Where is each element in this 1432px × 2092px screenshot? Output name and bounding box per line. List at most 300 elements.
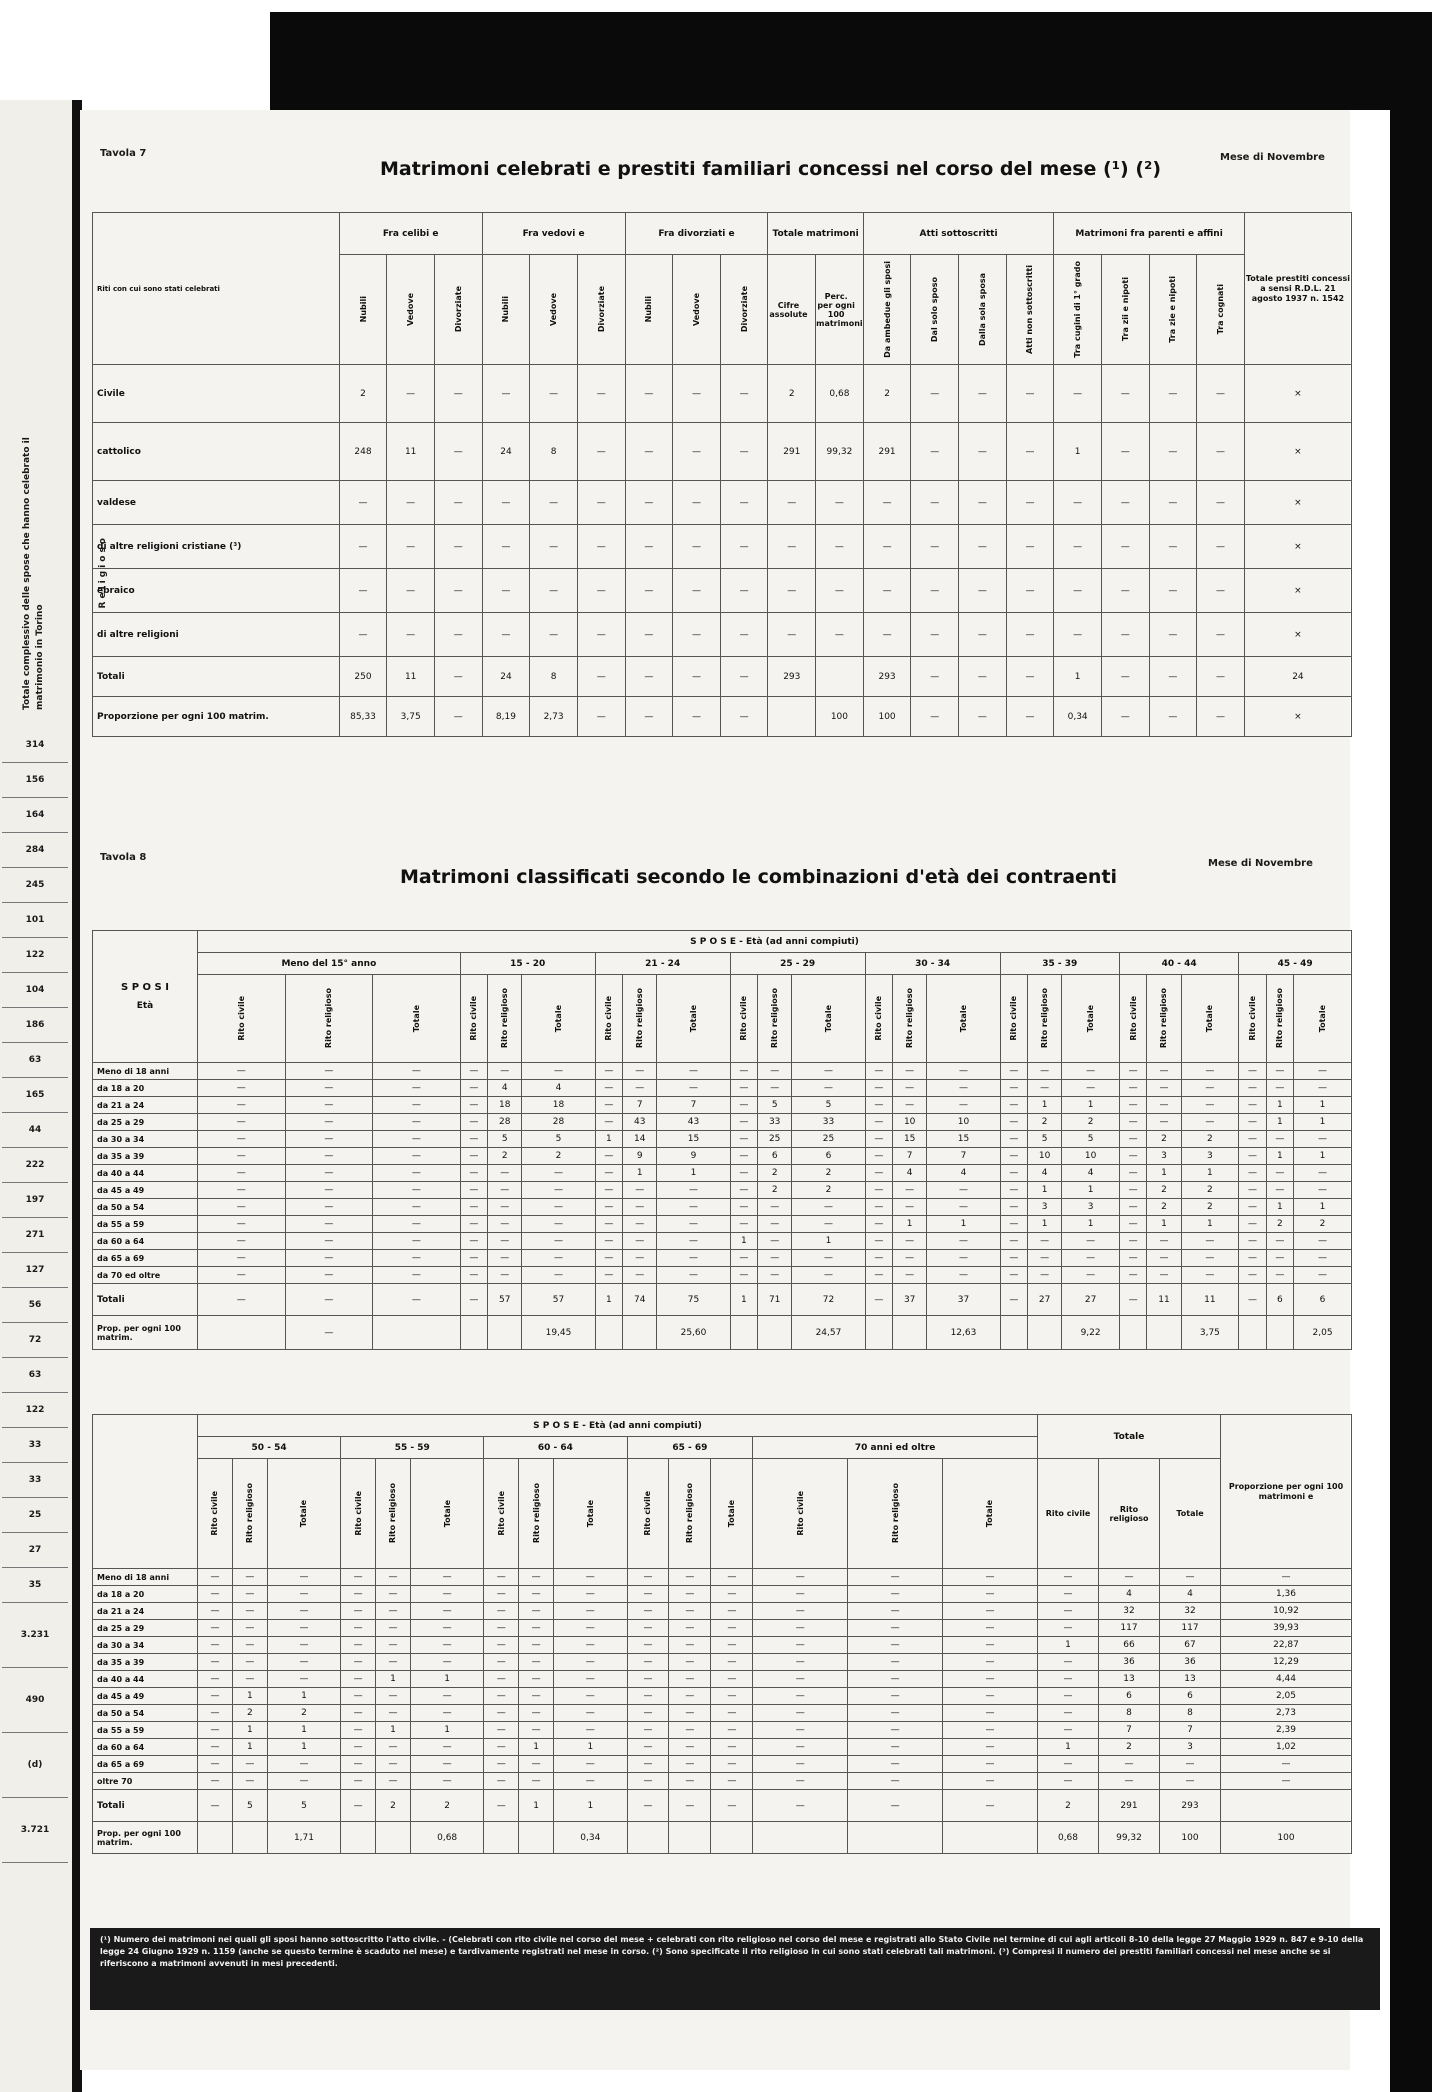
t8-sub-col bbox=[198, 975, 286, 1063]
t8-cell: — bbox=[893, 1250, 927, 1267]
t8-cell: — bbox=[730, 1080, 757, 1097]
left-column-value: 127 bbox=[2, 1253, 68, 1288]
t8-cell: — bbox=[865, 1267, 892, 1284]
t7-cell: — bbox=[577, 365, 625, 423]
left-column-value: 101 bbox=[2, 903, 68, 938]
t8-cell: — bbox=[1147, 1114, 1181, 1131]
t8-prop-cell bbox=[488, 1316, 522, 1350]
t8-totali-cell: 71 bbox=[758, 1284, 792, 1316]
t8-cell: — bbox=[488, 1063, 522, 1080]
t9-sub-col bbox=[669, 1459, 711, 1569]
t8-sub-col-label: Rito civile bbox=[1247, 996, 1257, 1041]
t7-cell: — bbox=[673, 569, 721, 613]
t8-cell: — bbox=[595, 1063, 622, 1080]
t8-cell: — bbox=[595, 1182, 622, 1199]
t9-cell: — bbox=[753, 1739, 848, 1756]
t9-cell: 4,44 bbox=[1221, 1671, 1352, 1688]
t8-cell: — bbox=[1266, 1063, 1293, 1080]
t7-sub-col bbox=[434, 255, 482, 365]
t7-sub-col bbox=[577, 255, 625, 365]
t8-cell: — bbox=[1119, 1165, 1146, 1182]
t8-cell: 5 bbox=[1062, 1131, 1120, 1148]
t8-sub-col-label: Totale bbox=[1205, 1004, 1215, 1033]
t9-cell: — bbox=[376, 1705, 411, 1722]
t7-cell: — bbox=[434, 525, 482, 569]
t9-cell: 66 bbox=[1099, 1637, 1160, 1654]
t8-sub-col-label: Rito civile bbox=[1128, 996, 1138, 1041]
t8-cell: 2 bbox=[1266, 1216, 1293, 1233]
t7-cell: — bbox=[911, 569, 959, 613]
t9-sub-col-label: Rito civile bbox=[795, 1491, 805, 1536]
t8-age-group: 15 - 20 bbox=[460, 953, 595, 975]
t7-cell: — bbox=[1101, 657, 1149, 697]
t8-cell: — bbox=[1239, 1199, 1266, 1216]
t9-cell: — bbox=[519, 1773, 554, 1790]
t8-cell: — bbox=[927, 1182, 1000, 1199]
t7-cell: — bbox=[1149, 569, 1197, 613]
t9-cell: 36 bbox=[1160, 1654, 1221, 1671]
t8-cell: — bbox=[285, 1199, 373, 1216]
t9-cell: — bbox=[410, 1773, 483, 1790]
table-row bbox=[93, 1182, 1352, 1199]
t8-cell: — bbox=[1239, 1148, 1266, 1165]
t7-group-vedovi bbox=[482, 213, 625, 255]
t7-cell: — bbox=[1149, 613, 1197, 657]
t8-cell: — bbox=[730, 1097, 757, 1114]
t8-cell: — bbox=[1028, 1267, 1062, 1284]
t7-atti-col-label: Dalla sola sposa bbox=[977, 272, 987, 347]
t9-cell: 13 bbox=[1160, 1671, 1221, 1688]
t9-cell: — bbox=[627, 1603, 669, 1620]
t8-cell: 9 bbox=[657, 1148, 730, 1165]
t8-cell: — bbox=[865, 1250, 892, 1267]
t8-cell: — bbox=[373, 1267, 461, 1284]
t7-cell: — bbox=[1054, 481, 1102, 525]
t9-cell: — bbox=[232, 1773, 267, 1790]
t9-cell: — bbox=[232, 1569, 267, 1586]
t7-cell: — bbox=[577, 569, 625, 613]
t8-cell: — bbox=[927, 1063, 1000, 1080]
t9-cell: — bbox=[198, 1637, 233, 1654]
t9-sub-col bbox=[232, 1459, 267, 1569]
t8-cell: — bbox=[198, 1131, 286, 1148]
t8-cell: 4 bbox=[1062, 1165, 1120, 1182]
t9-cell: — bbox=[711, 1705, 753, 1722]
t8-cell: 1 bbox=[1294, 1097, 1352, 1114]
t9-cell: — bbox=[848, 1569, 943, 1586]
t9-cell: — bbox=[410, 1620, 483, 1637]
t9-cell: — bbox=[410, 1739, 483, 1756]
t9-cell: 6 bbox=[1099, 1688, 1160, 1705]
t8-age-group: 40 - 44 bbox=[1119, 953, 1238, 975]
t9-totali-cell: 291 bbox=[1099, 1790, 1160, 1822]
t9-cell: — bbox=[848, 1654, 943, 1671]
t8-sub-col-label: Rito religioso bbox=[1159, 988, 1169, 1049]
t7-cell: 248 bbox=[339, 423, 387, 481]
t8-cell: — bbox=[1119, 1250, 1146, 1267]
t8-prop-cell bbox=[865, 1316, 892, 1350]
left-column-value: (d) bbox=[2, 1733, 68, 1798]
t8-prop-cell: 2,05 bbox=[1294, 1316, 1352, 1350]
t9-cell: 1 bbox=[410, 1671, 483, 1688]
t9-totali-cell: — bbox=[484, 1790, 519, 1822]
t8-cell: 18 bbox=[522, 1097, 595, 1114]
t8-sub-col-label: Rito religioso bbox=[770, 988, 780, 1049]
t9-cell: — bbox=[554, 1773, 627, 1790]
t7-cell: — bbox=[339, 481, 387, 525]
left-column-value: 197 bbox=[2, 1183, 68, 1218]
t9-cell: — bbox=[711, 1756, 753, 1773]
t7-cell: — bbox=[1101, 481, 1149, 525]
t9-row-label: da 25 a 29 bbox=[93, 1620, 198, 1637]
t8-cell: — bbox=[657, 1063, 730, 1080]
t8-cell: 1 bbox=[1266, 1199, 1293, 1216]
t9-cell: — bbox=[848, 1671, 943, 1688]
left-column-value: 122 bbox=[2, 938, 68, 973]
t8-sub-col-label: Totale bbox=[958, 1004, 968, 1033]
t9-cell: — bbox=[711, 1654, 753, 1671]
t7-cell: 8 bbox=[530, 423, 578, 481]
t9-cell: — bbox=[1038, 1654, 1099, 1671]
t8-cell: — bbox=[1062, 1250, 1120, 1267]
t9-cell: — bbox=[484, 1603, 519, 1620]
t9-cell: — bbox=[198, 1569, 233, 1586]
t8-cell: — bbox=[595, 1097, 622, 1114]
t9-cell: 117 bbox=[1099, 1620, 1160, 1637]
t9-cell: 13 bbox=[1099, 1671, 1160, 1688]
t9-cell: — bbox=[711, 1773, 753, 1790]
t9-cell: — bbox=[267, 1569, 340, 1586]
t8-cell: — bbox=[1000, 1063, 1027, 1080]
t8-cell: 5 bbox=[522, 1131, 595, 1148]
t7-cell: — bbox=[482, 365, 530, 423]
t8-cell: — bbox=[730, 1250, 757, 1267]
t8-cell: — bbox=[1239, 1233, 1266, 1250]
t8-totali-cell: 6 bbox=[1266, 1284, 1293, 1316]
t8-totali-cell: — bbox=[285, 1284, 373, 1316]
t8-cell: — bbox=[1000, 1165, 1027, 1182]
t9-totali-cell bbox=[1221, 1790, 1352, 1822]
t7-cell: — bbox=[1054, 569, 1102, 613]
t8-cell: 2 bbox=[1147, 1199, 1181, 1216]
t9-sub-col bbox=[627, 1459, 669, 1569]
t7-cell: — bbox=[1197, 657, 1245, 697]
t7-sub-col bbox=[625, 255, 673, 365]
t9-prop-cell: 100 bbox=[1160, 1822, 1221, 1854]
t9-cell: — bbox=[627, 1705, 669, 1722]
t9-cell: — bbox=[1038, 1620, 1099, 1637]
t9-cell: — bbox=[627, 1637, 669, 1654]
t8-totali-cell: 1 bbox=[595, 1284, 622, 1316]
t8-cell: 7 bbox=[893, 1148, 927, 1165]
scan-border-right bbox=[1390, 100, 1432, 2092]
t7-group-parenti-text: Matrimoni fra parenti e affini bbox=[1075, 228, 1223, 239]
t8-cell: — bbox=[373, 1080, 461, 1097]
t8-cell: — bbox=[1119, 1233, 1146, 1250]
t9-cell: 8 bbox=[1160, 1705, 1221, 1722]
t9-cell: 7 bbox=[1160, 1722, 1221, 1739]
t8-sub-col-label: Rito civile bbox=[1009, 996, 1019, 1041]
t8-cell: — bbox=[522, 1165, 595, 1182]
t8-cell: — bbox=[893, 1267, 927, 1284]
t9-cell: — bbox=[669, 1603, 711, 1620]
t8-cell: 7 bbox=[657, 1097, 730, 1114]
t8-sub-col bbox=[1147, 975, 1181, 1063]
t7-group-divorziati-text: Fra divorziati e bbox=[658, 228, 735, 239]
t8-totali-cell: — bbox=[198, 1284, 286, 1316]
t8-cell: — bbox=[488, 1165, 522, 1182]
t9-cell: — bbox=[341, 1603, 376, 1620]
t7-cell: — bbox=[1149, 525, 1197, 569]
t8-cell: — bbox=[522, 1233, 595, 1250]
table8-month: Mese di Novembre bbox=[1208, 858, 1313, 869]
t9-cell: — bbox=[232, 1637, 267, 1654]
t8-cell: — bbox=[595, 1114, 622, 1131]
t9-cell: 1 bbox=[232, 1688, 267, 1705]
t8-sub-col bbox=[1028, 975, 1062, 1063]
t9-totali-cell: — bbox=[198, 1790, 233, 1822]
t8-cell: 33 bbox=[758, 1114, 792, 1131]
t9-cell: — bbox=[669, 1756, 711, 1773]
t9-prop-cell: 0,68 bbox=[1038, 1822, 1099, 1854]
t8-cell: — bbox=[1294, 1233, 1352, 1250]
t9-prop-cell bbox=[232, 1822, 267, 1854]
t8-cell: — bbox=[1000, 1131, 1027, 1148]
t7-cell: — bbox=[1149, 423, 1197, 481]
t8-cell: 4 bbox=[1028, 1165, 1062, 1182]
t7-cell: — bbox=[625, 569, 673, 613]
t8-cell: — bbox=[198, 1114, 286, 1131]
t8-sub-col bbox=[1294, 975, 1352, 1063]
t9-cell: — bbox=[410, 1688, 483, 1705]
t9-row-label: oltre 70 bbox=[93, 1773, 198, 1790]
t7-cell: — bbox=[387, 481, 435, 525]
t7-atti-col bbox=[863, 255, 911, 365]
t8-cell: 4 bbox=[522, 1080, 595, 1097]
t8-cell: — bbox=[1147, 1250, 1181, 1267]
table7 bbox=[92, 212, 1352, 737]
t8-totali-label: Totali bbox=[93, 1284, 198, 1316]
t9-sub-col bbox=[519, 1459, 554, 1569]
t7-cell: — bbox=[387, 569, 435, 613]
t9-prop-cell: 100 bbox=[1221, 1822, 1352, 1854]
t7-cell: — bbox=[1197, 569, 1245, 613]
t8-cell: 5 bbox=[792, 1097, 865, 1114]
t7-cell: — bbox=[768, 613, 816, 657]
table-row bbox=[93, 1114, 1352, 1131]
t8-sub-col bbox=[1266, 975, 1293, 1063]
t7-cell: — bbox=[577, 613, 625, 657]
t7-cell: — bbox=[577, 525, 625, 569]
table-row bbox=[93, 569, 1352, 613]
t7-sub-col-label: Vedove bbox=[406, 292, 416, 327]
t9-prop-cell: 99,32 bbox=[1099, 1822, 1160, 1854]
table-row bbox=[93, 657, 1352, 697]
t8-prop-cell bbox=[893, 1316, 927, 1350]
t8-cell: 14 bbox=[623, 1131, 657, 1148]
t8-cell: 1 bbox=[1266, 1148, 1293, 1165]
t9-cell: — bbox=[376, 1620, 411, 1637]
t8-cell: — bbox=[893, 1080, 927, 1097]
t9-cell: 4 bbox=[1160, 1586, 1221, 1603]
t8-cell: — bbox=[1239, 1114, 1266, 1131]
t8-cell: — bbox=[285, 1063, 373, 1080]
t8-cell: — bbox=[198, 1063, 286, 1080]
t8-cell: — bbox=[460, 1080, 487, 1097]
t7-parenti-col-label: Tra cognati bbox=[1216, 284, 1226, 335]
t8-sub-col bbox=[1181, 975, 1239, 1063]
t8-cell: — bbox=[1119, 1199, 1146, 1216]
t9-cell: 1 bbox=[232, 1722, 267, 1739]
t7-cell: — bbox=[1197, 423, 1245, 481]
t8-cell: — bbox=[1294, 1063, 1352, 1080]
t8-sub-col bbox=[460, 975, 487, 1063]
t8-cell: — bbox=[595, 1199, 622, 1216]
t7-group-vedovi-text: Fra vedovi e bbox=[522, 228, 585, 239]
t8-cell: — bbox=[460, 1063, 487, 1080]
t7-cell: — bbox=[434, 697, 482, 737]
t8-cell: — bbox=[792, 1063, 865, 1080]
t8-cell: — bbox=[198, 1097, 286, 1114]
t9-cell: 22,87 bbox=[1221, 1637, 1352, 1654]
t8-cell: 1 bbox=[1062, 1182, 1120, 1199]
t9-sub-col-label: Rito religioso bbox=[388, 1483, 398, 1544]
t8-cell: — bbox=[1000, 1182, 1027, 1199]
t8-cell: — bbox=[865, 1165, 892, 1182]
t8-age-group: Meno del 15° anno bbox=[198, 953, 461, 975]
footnote: (¹) Numero dei matrimoni nei quali gli sposi hanno sottoscritto l'atto civile. - (Celebrati con rito civile nel corso del mese + celebrati con rito religioso nel corso del mese e registrati allo Stato Civile nel termine di cui agli articoli 8-10 della legge 27 Maggio 1929 n. 847 e 9-10 della legge 24 Giugno 1929 n. 1159 (anche se questo termine è scaduto nel mese) e tardivamente registrati nel mese in corso. (²) Sono specificate il rito religioso in cui sono stati celebrati tali matrimoni. (³) Compresi il numero dei prestiti familiari concessi nel mese anche se si riferiscono a matrimoni avvenuti in mesi precedenti. bbox=[90, 1928, 1380, 2010]
t9-cell: — bbox=[848, 1773, 943, 1790]
t8-cell: 1 bbox=[1147, 1165, 1181, 1182]
t9-cell: — bbox=[376, 1688, 411, 1705]
t7-row-label-text: valdese bbox=[97, 497, 137, 508]
t8-cell: — bbox=[1266, 1165, 1293, 1182]
t9-row-label: da 50 a 54 bbox=[93, 1705, 198, 1722]
t8-cell: — bbox=[1239, 1182, 1266, 1199]
t8-cell: — bbox=[1181, 1080, 1239, 1097]
t9-row-label: da 21 a 24 bbox=[93, 1603, 198, 1620]
t7-cell: — bbox=[911, 481, 959, 525]
t8-cell: — bbox=[623, 1080, 657, 1097]
t9-cell: — bbox=[484, 1569, 519, 1586]
t7-cell: × bbox=[1244, 481, 1351, 525]
t8-cell: — bbox=[623, 1267, 657, 1284]
t7-row-label-text: di altre religioni bbox=[97, 629, 179, 640]
t9-cell: 1 bbox=[519, 1739, 554, 1756]
t9-cell: — bbox=[627, 1654, 669, 1671]
t7-cell: — bbox=[387, 613, 435, 657]
table-row bbox=[93, 1250, 1352, 1267]
t7-cell: — bbox=[1101, 569, 1149, 613]
t7-cell: — bbox=[434, 365, 482, 423]
t9-cell: — bbox=[711, 1569, 753, 1586]
t7-cell: × bbox=[1244, 697, 1351, 737]
t9-cell: — bbox=[410, 1654, 483, 1671]
t7-row-label-text: Totali bbox=[97, 671, 125, 682]
t8-row-label: da 25 a 29 bbox=[93, 1114, 198, 1131]
left-column-value: 44 bbox=[2, 1113, 68, 1148]
t8-cell: — bbox=[460, 1199, 487, 1216]
t8-cell: — bbox=[927, 1080, 1000, 1097]
t9-cell: 3 bbox=[1160, 1739, 1221, 1756]
t8-cell: — bbox=[285, 1131, 373, 1148]
t7-religioso-label: Religioso bbox=[98, 535, 108, 609]
t9-sub-col bbox=[554, 1459, 627, 1569]
t9-cell: — bbox=[753, 1603, 848, 1620]
t9-cell: — bbox=[484, 1722, 519, 1739]
t9-cell: — bbox=[198, 1773, 233, 1790]
t8-totali-cell: — bbox=[460, 1284, 487, 1316]
t8-totali-cell: 57 bbox=[522, 1284, 595, 1316]
t8-cell: — bbox=[792, 1216, 865, 1233]
t8-row-label: da 40 a 44 bbox=[93, 1165, 198, 1182]
t8-cell: — bbox=[1266, 1131, 1293, 1148]
t9-cell: — bbox=[519, 1671, 554, 1688]
t8-cell: 1 bbox=[623, 1165, 657, 1182]
table-row bbox=[93, 1620, 1352, 1637]
t8-cell: — bbox=[488, 1250, 522, 1267]
t9-cell: — bbox=[711, 1722, 753, 1739]
t9-cell: 10,92 bbox=[1221, 1603, 1352, 1620]
t8-sub-col-label: Rito religioso bbox=[324, 988, 334, 1049]
t7-cell: — bbox=[482, 481, 530, 525]
t8-cell: — bbox=[792, 1250, 865, 1267]
t7-cell: 24 bbox=[482, 657, 530, 697]
t8-cell: — bbox=[595, 1080, 622, 1097]
t9-cell: — bbox=[942, 1739, 1037, 1756]
t8-cell: — bbox=[1239, 1131, 1266, 1148]
t7-sub-col bbox=[339, 255, 387, 365]
t8-age-group: 35 - 39 bbox=[1000, 953, 1119, 975]
t9-row-label: Meno di 18 anni bbox=[93, 1569, 198, 1586]
t9-prop-cell: 1,71 bbox=[267, 1822, 340, 1854]
t7-sub-col bbox=[482, 255, 530, 365]
t7-cell: — bbox=[720, 525, 768, 569]
t8-prop-cell bbox=[460, 1316, 487, 1350]
t9-cell: — bbox=[267, 1654, 340, 1671]
t9-sub-col-label: Rito civile bbox=[353, 1491, 363, 1536]
table8-number: Tavola 8 bbox=[100, 852, 147, 863]
t8-cell: — bbox=[460, 1114, 487, 1131]
table8-title: Matrimoni classificati secondo le combinazioni d'età dei contraenti bbox=[400, 866, 1118, 888]
t9-cell: — bbox=[554, 1603, 627, 1620]
t8-row-label: da 65 a 69 bbox=[93, 1250, 198, 1267]
t8-cell: 2 bbox=[1062, 1114, 1120, 1131]
t8-cell: 1 bbox=[893, 1216, 927, 1233]
t9-cell: 1 bbox=[267, 1722, 340, 1739]
t9-cell: — bbox=[848, 1722, 943, 1739]
t7-cell: — bbox=[434, 613, 482, 657]
t8-cell: — bbox=[198, 1199, 286, 1216]
t9-cell: — bbox=[942, 1671, 1037, 1688]
t9-cell: — bbox=[410, 1637, 483, 1654]
t7-cell: 24 bbox=[1244, 657, 1351, 697]
t8-cell: — bbox=[1062, 1267, 1120, 1284]
t8-totali-cell: 27 bbox=[1062, 1284, 1120, 1316]
t9-cell: 1 bbox=[267, 1739, 340, 1756]
t9-totali-cell: — bbox=[711, 1790, 753, 1822]
t8-prop-cell bbox=[595, 1316, 622, 1350]
t8-cell: 1 bbox=[657, 1165, 730, 1182]
t8-cell: — bbox=[657, 1080, 730, 1097]
left-column-header-text: Totale complessivo delle spose che hanno celebrato il matrimonio in Torino bbox=[22, 437, 45, 710]
t7-row-label bbox=[93, 525, 340, 569]
t7-cell: — bbox=[482, 613, 530, 657]
t8-cell: — bbox=[1181, 1114, 1239, 1131]
t8-cell: — bbox=[1000, 1114, 1027, 1131]
table-row bbox=[93, 525, 1352, 569]
t8-sub-col bbox=[893, 975, 927, 1063]
